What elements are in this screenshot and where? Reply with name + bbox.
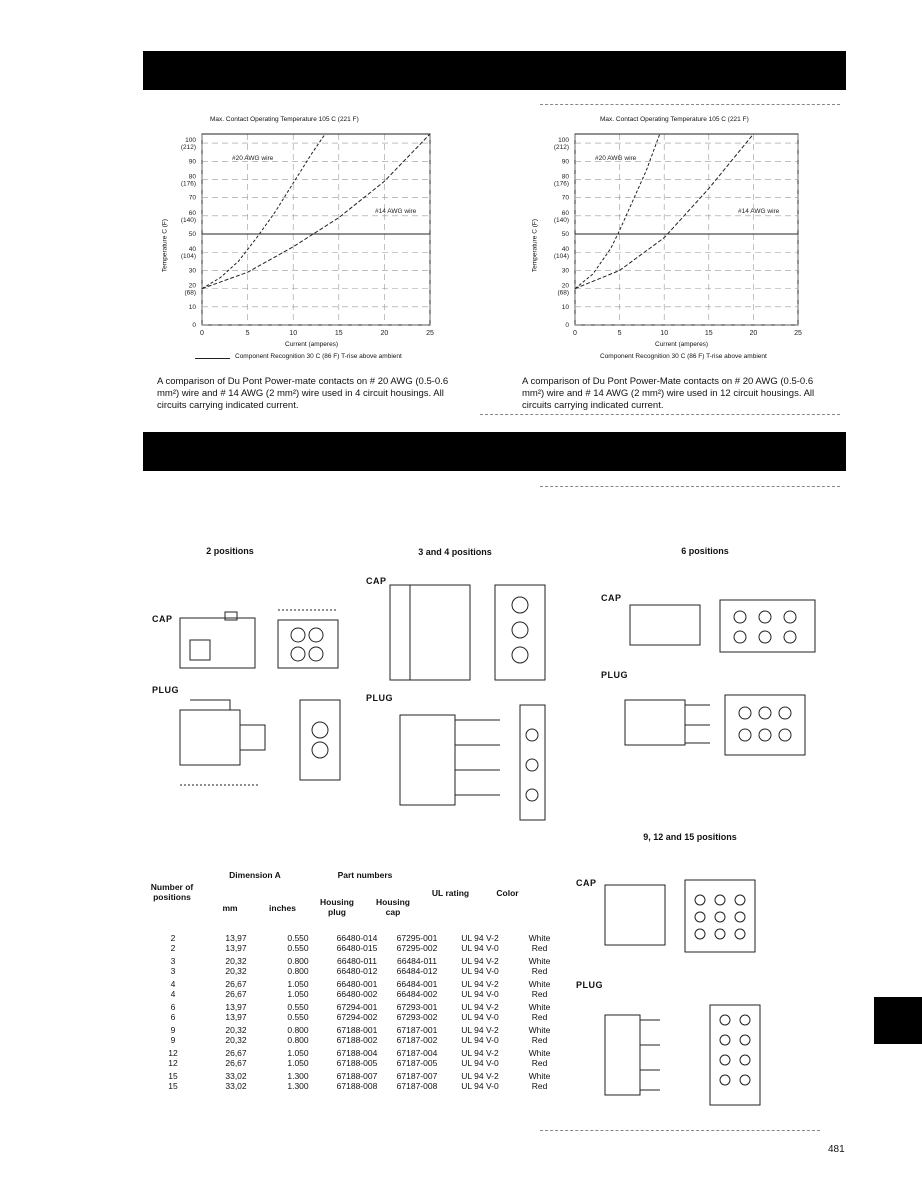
table-cell: UL 94 V-2 <box>461 1048 499 1058</box>
header-number-of-positions: Number of positions <box>150 882 194 902</box>
divider <box>540 486 840 487</box>
y-tick-label: 100 <box>558 137 569 145</box>
table-cell: 0.550 <box>287 933 309 943</box>
y-tick-label: 0 <box>192 322 196 329</box>
table-cell: 0.800 <box>287 956 309 966</box>
chart-right-bottom-note: Component Recognition 30 C (86 F) T-rise above ambient <box>600 353 767 360</box>
table-cell: UL 94 V-2 <box>461 1025 499 1035</box>
y-tick-label: 20 <box>188 282 196 290</box>
x-tick-label: 25 <box>794 330 802 337</box>
y-tick-label: 20 <box>561 282 569 290</box>
table-cell: 13,97 <box>225 1002 247 1012</box>
drawing-6-positions <box>615 585 830 785</box>
table-cell: 20,32 <box>225 956 247 966</box>
table-cell: 1.050 <box>287 1048 309 1058</box>
table-cell: 67187-001 <box>396 1025 438 1035</box>
table-cell: 0.550 <box>287 942 309 953</box>
table-cell: 66480-011 <box>336 956 378 966</box>
chart-left-svg <box>150 112 460 357</box>
label-plug: PLUG <box>601 670 629 680</box>
chart-right-ylabel: Temperature C (F) <box>531 218 539 273</box>
table-cell: 67187-007 <box>396 1071 438 1081</box>
table-row <box>143 967 566 977</box>
drawing-3-4-positions <box>380 570 570 840</box>
table-cell: 66480-012 <box>336 965 378 976</box>
table-cell: UL 94 V-0 <box>461 988 499 999</box>
table-cell: 1.050 <box>287 988 309 999</box>
table-cell: 67188-001 <box>336 1025 378 1035</box>
chart-right <box>520 112 830 367</box>
section-header-bar-middle <box>143 432 846 471</box>
table-cell: 66484-011 <box>396 956 438 966</box>
table-cell: 67187-005 <box>396 1057 438 1068</box>
header-color: Color <box>496 888 519 898</box>
table-cell: 67187-008 <box>396 1080 438 1091</box>
table-cell: 13,97 <box>225 942 247 953</box>
table-cell: 20,32 <box>225 1034 247 1045</box>
y-tick-label: 30 <box>561 267 569 275</box>
table-spacer <box>143 1091 566 1095</box>
table-cell: 0.550 <box>287 1002 309 1012</box>
table-cell: White <box>528 1002 551 1012</box>
table-cell: 1.300 <box>287 1071 309 1081</box>
x-tick-label: 5 <box>617 330 622 337</box>
series-label: #20 AWG wire <box>232 155 274 162</box>
table-cell: 1.300 <box>287 1080 309 1091</box>
label-plug: PLUG <box>366 693 394 703</box>
series-label: #14 AWG wire <box>738 208 780 215</box>
y-tick-label: 50 <box>188 231 196 239</box>
x-tick-label: 25 <box>426 330 434 337</box>
label-cap: CAP <box>576 878 597 888</box>
y-tick-label: 10 <box>188 303 196 311</box>
label-cap: CAP <box>152 614 173 624</box>
y-tick-label: 60 <box>188 209 196 217</box>
table-cell: Red <box>531 942 548 953</box>
table-cell: 26,67 <box>225 979 247 989</box>
table-cell: Red <box>531 965 548 976</box>
series-label: #14 AWG wire <box>375 208 417 215</box>
x-tick-label: 0 <box>200 330 204 337</box>
label-plug: PLUG <box>152 685 180 695</box>
table-cell: 67294-002 <box>336 1011 378 1022</box>
table-cell: UL 94 V-0 <box>461 1080 499 1091</box>
x-tick-label: 15 <box>704 330 713 337</box>
table-cell: 67294-001 <box>336 1002 378 1012</box>
y-tick-label: (212) <box>180 144 196 152</box>
drawing-2-positions <box>170 600 360 800</box>
chart-left-ylabel: Temperature C (F) <box>161 218 169 273</box>
table-cell: Red <box>531 988 548 999</box>
table-cell: 67188-004 <box>336 1048 378 1058</box>
table-row <box>143 990 566 1000</box>
y-tick-label: 50 <box>561 231 569 239</box>
divider <box>540 1130 820 1131</box>
table-cell: 0.800 <box>287 965 309 976</box>
y-tick-label: (140) <box>553 216 569 224</box>
section-header-bar-top <box>143 51 846 90</box>
series-label: #20 AWG wire <box>595 155 637 162</box>
table-cell: 67188-005 <box>336 1057 378 1068</box>
table-row <box>143 1036 566 1046</box>
y-tick-label: 70 <box>188 194 196 202</box>
label-plug: PLUG <box>576 980 604 990</box>
y-tick-label: 40 <box>188 246 196 254</box>
table-cell: 67293-001 <box>396 1002 438 1012</box>
y-tick-label: (212) <box>553 144 569 152</box>
table-row <box>143 1059 566 1069</box>
y-tick-label: (68) <box>557 289 569 297</box>
table-cell: 12 <box>168 1057 178 1068</box>
table-cell: UL 94 V-0 <box>461 1034 499 1045</box>
table-cell: 12 <box>168 1048 178 1058</box>
y-tick-label: (176) <box>180 180 196 188</box>
table-cell: 67295-001 <box>396 933 438 943</box>
header-mm: mm <box>222 903 238 913</box>
table-cell: White <box>528 956 551 966</box>
table-cell: 1.050 <box>287 979 309 989</box>
table-cell: 67293-002 <box>396 1011 438 1022</box>
table-cell: White <box>528 933 551 943</box>
header-part-numbers: Part numbers <box>337 870 393 880</box>
table-cell: 4 <box>170 979 176 989</box>
y-tick-label: 80 <box>188 173 196 181</box>
table-cell: 2 <box>170 933 176 943</box>
table-cell: UL 94 V-2 <box>461 1002 499 1012</box>
table-cell: 20,32 <box>225 1025 247 1035</box>
table-cell: 13,97 <box>225 1011 247 1022</box>
table-cell: 0.800 <box>287 1025 309 1035</box>
x-tick-label: 0 <box>573 330 577 337</box>
table-cell: White <box>528 1025 551 1035</box>
table-cell: 67187-004 <box>396 1048 438 1058</box>
table-cell: White <box>528 1048 551 1058</box>
y-tick-label: (176) <box>553 180 569 188</box>
chart-left <box>150 112 460 367</box>
table-cell: UL 94 V-2 <box>461 1071 499 1081</box>
x-tick-label: 10 <box>660 330 669 337</box>
table-cell: UL 94 V-0 <box>461 1011 499 1022</box>
table-cell: 67187-002 <box>396 1034 438 1045</box>
chart-left-caption: A comparison of Du Pont Power-mate contacts on # 20 AWG (0.5-0.6 mm²) wire and # 14 AWG (2 mm²) wire used in 4 circuit housings. All circuits carrying indicated current. <box>157 376 449 411</box>
table-cell: 66484-001 <box>396 979 438 989</box>
table-cell: 26,67 <box>225 1048 247 1058</box>
table-row <box>143 1082 566 1092</box>
table-cell: Red <box>531 1011 548 1022</box>
table-cell: 0.550 <box>287 1011 309 1022</box>
title-2-positions: 2 positions <box>206 546 254 556</box>
chart-frame <box>575 134 798 325</box>
y-tick-label: 100 <box>185 137 196 145</box>
header-housing-plug: Housing plug <box>320 897 354 917</box>
table-cell: 67295-002 <box>396 942 438 953</box>
table-cell: UL 94 V-2 <box>461 956 499 966</box>
table-cell: Red <box>531 1080 548 1091</box>
chart-right-caption: A comparison of Du Pont Power-Mate contacts on # 20 AWG (0.5-0.6 mm²) wire and # 14 AWG (2 mm²) wire used in 12 circuit housings. All circuits carrying indicated current. <box>522 376 815 411</box>
y-tick-label: 40 <box>561 246 569 254</box>
table-cell: 66480-014 <box>336 933 378 943</box>
title-6-positions: 6 positions <box>681 546 729 556</box>
table-cell: 1.050 <box>287 1057 309 1068</box>
table-cell: 26,67 <box>225 1057 247 1068</box>
y-tick-label: 0 <box>565 322 569 329</box>
table-cell: 66480-002 <box>336 988 378 999</box>
x-tick-label: 15 <box>334 330 343 337</box>
x-tick-label: 20 <box>749 330 758 337</box>
table-cell: 66480-015 <box>336 942 378 953</box>
table-row <box>143 944 566 954</box>
header-inches: inches <box>269 903 296 913</box>
header-ul-rating: UL rating <box>431 888 470 898</box>
y-tick-label: (104) <box>180 253 196 261</box>
table-cell: White <box>528 1071 551 1081</box>
divider <box>480 414 840 415</box>
divider <box>540 104 840 105</box>
table-cell: 13,97 <box>225 933 247 943</box>
table-cell: Red <box>531 1034 548 1045</box>
y-tick-label: (104) <box>553 253 569 261</box>
table-cell: 15 <box>168 1080 178 1091</box>
table-cell: UL 94 V-2 <box>461 979 499 989</box>
table-cell: 33,02 <box>225 1071 247 1081</box>
y-tick-label: 90 <box>561 158 569 166</box>
table-cell: 2 <box>170 942 176 953</box>
y-tick-label: (68) <box>184 289 196 297</box>
chart-left-legend-line <box>195 358 230 359</box>
x-tick-label: 20 <box>380 330 389 337</box>
table-cell: Red <box>531 1057 548 1068</box>
y-tick-label: 80 <box>561 173 569 181</box>
y-tick-label: 10 <box>561 303 569 311</box>
table-cell: 67188-007 <box>336 1071 378 1081</box>
x-tick-label: 10 <box>289 330 298 337</box>
chart-right-xlabel: Current (amperes) <box>655 341 709 348</box>
table-cell: White <box>528 979 551 989</box>
chart-left-top-note: Max. Contact Operating Temperature 105 C (221 F) <box>210 116 359 123</box>
chart-left-bottom-note: Component Recognition 30 C (86 F) T-rise above ambient <box>235 353 402 360</box>
table-cell: 26,67 <box>225 988 247 999</box>
y-tick-label: 60 <box>561 209 569 217</box>
table-row <box>143 1013 566 1023</box>
table-cell: 6 <box>170 1011 176 1022</box>
parts-table <box>143 934 566 1095</box>
chart-right-top-note: Max. Contact Operating Temperature 105 C (221 F) <box>600 116 749 123</box>
label-cap: CAP <box>601 593 622 603</box>
chart-left-xlabel: Current (amperes) <box>285 341 339 348</box>
table-cell: 67188-008 <box>336 1080 378 1091</box>
y-tick-label: (140) <box>180 216 196 224</box>
y-tick-label: 70 <box>561 194 569 202</box>
x-tick-label: 5 <box>245 330 250 337</box>
table-cell: 9 <box>170 1025 176 1035</box>
header-dimension-a: Dimension A <box>229 870 281 880</box>
table-cell: 33,02 <box>225 1080 247 1091</box>
table-cell: 66484-012 <box>396 965 438 976</box>
thumb-tab <box>874 997 922 1044</box>
title-3-4-positions: 3 and 4 positions <box>418 547 492 557</box>
table-cell: 3 <box>170 956 176 966</box>
table-cell: UL 94 V-0 <box>461 942 499 953</box>
table-cell: 15 <box>168 1071 178 1081</box>
label-cap: CAP <box>366 576 387 586</box>
table-cell: UL 94 V-2 <box>461 933 499 943</box>
table-cell: 66480-001 <box>336 979 378 989</box>
table-cell: 0.800 <box>287 1034 309 1045</box>
title-9-12-15-positions: 9, 12 and 15 positions <box>643 832 737 842</box>
y-tick-label: 30 <box>188 267 196 275</box>
y-tick-label: 90 <box>188 158 196 166</box>
header-housing-cap: Housing cap <box>376 897 410 917</box>
table-cell: 9 <box>170 1034 176 1045</box>
table-cell: 67188-002 <box>336 1034 378 1045</box>
drawing-9-12-15-positions <box>595 855 795 1115</box>
table-cell: UL 94 V-0 <box>461 1057 499 1068</box>
page-number: 481 <box>828 1144 845 1155</box>
table-cell: UL 94 V-0 <box>461 965 499 976</box>
table-cell: 20,32 <box>225 965 247 976</box>
chart-right-svg <box>520 112 830 357</box>
table-cell: 6 <box>170 1002 176 1012</box>
table-cell: 4 <box>170 988 176 999</box>
table-cell: 3 <box>170 965 176 976</box>
chart-frame <box>202 134 430 325</box>
table-cell: 66484-002 <box>396 988 438 999</box>
